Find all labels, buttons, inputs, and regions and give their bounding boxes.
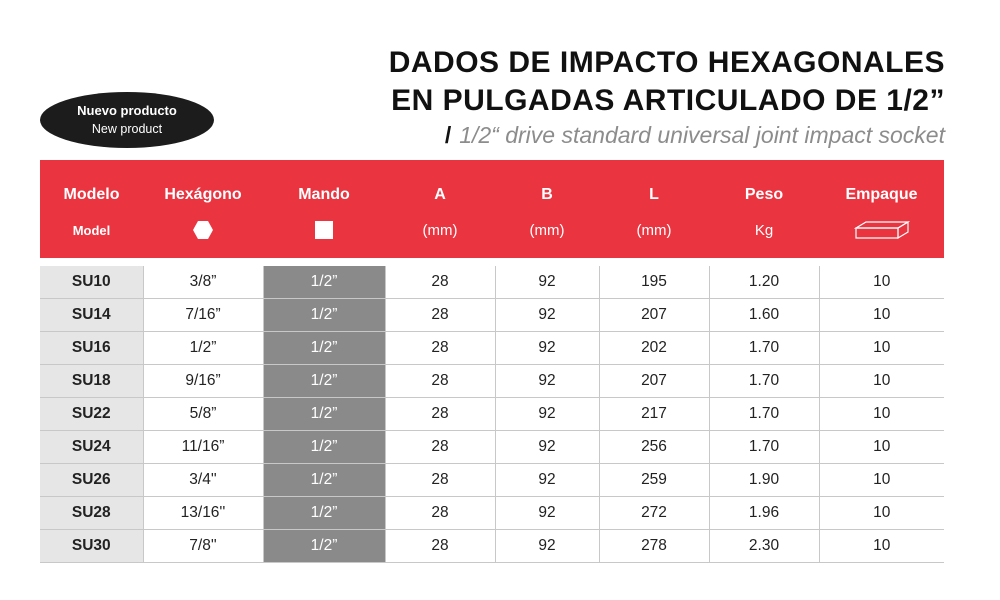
- weight-cell: 1.70: [709, 332, 819, 365]
- spec-table: [40, 160, 944, 563]
- table-row: [40, 464, 944, 497]
- badge-line-en: New product: [91, 122, 163, 136]
- model-cell: SU14: [40, 299, 143, 332]
- model-cell: SU22: [40, 398, 143, 431]
- weight-cell: 1.90: [709, 464, 819, 497]
- b-cell: 92: [495, 365, 599, 398]
- model-cell: SU24: [40, 431, 143, 464]
- drive-cell: 1/2”: [263, 299, 385, 332]
- drive-cell: 1/2”: [263, 398, 385, 431]
- l-cell: 207: [599, 299, 709, 332]
- badge-line-es: Nuevo producto: [77, 103, 177, 118]
- header-modelo: Modelo: [63, 186, 120, 203]
- b-cell: 92: [495, 398, 599, 431]
- header-peso-unit: Kg: [754, 221, 774, 239]
- a-cell: 28: [385, 464, 495, 497]
- hexagon-header-cell: [143, 206, 263, 262]
- header-model-en: Model: [72, 222, 111, 238]
- hexagon-cell: 11/16”: [143, 431, 263, 464]
- drive-cell: 1/2”: [263, 497, 385, 530]
- hexagon-icon: [192, 220, 214, 240]
- header-l: L: [649, 186, 659, 203]
- hexagon-cell: 1/2”: [143, 332, 263, 365]
- subtitle-slash: /: [444, 122, 452, 148]
- weight-cell: 1.70: [709, 431, 819, 464]
- table-row: [40, 398, 944, 431]
- hexagon-cell: 3/8”: [143, 262, 263, 299]
- drive-cell: 1/2”: [263, 332, 385, 365]
- page-title: [389, 44, 945, 120]
- model-cell: SU16: [40, 332, 143, 365]
- drive-cell: 1/2”: [263, 530, 385, 563]
- b-cell: 92: [495, 332, 599, 365]
- header-b-unit: (mm): [529, 221, 565, 239]
- l-cell: 256: [599, 431, 709, 464]
- model-cell: SU26: [40, 464, 143, 497]
- l-cell: 207: [599, 365, 709, 398]
- weight-cell: 1.60: [709, 299, 819, 332]
- pack-cell: 10: [819, 365, 944, 398]
- pack-cell: 10: [819, 299, 944, 332]
- pack-cell: 10: [819, 332, 944, 365]
- b-cell: 92: [495, 464, 599, 497]
- weight-cell: 1.20: [709, 262, 819, 299]
- table-row: [40, 332, 944, 365]
- subtitle-text: 1/2“ drive standard universal joint impact socket: [459, 122, 945, 148]
- title-line-2: EN PULGADAS ARTICULADO DE 1/2”: [391, 84, 945, 117]
- header-peso: Peso: [744, 186, 784, 203]
- weight-cell: 1.70: [709, 365, 819, 398]
- drive-cell: 1/2”: [263, 262, 385, 299]
- weight-cell: 2.30: [709, 530, 819, 563]
- drive-cell: 1/2”: [263, 365, 385, 398]
- model-cell: SU10: [40, 262, 143, 299]
- a-cell: 28: [385, 431, 495, 464]
- drive-cell: 1/2”: [263, 464, 385, 497]
- hexagon-cell: 3/4'': [143, 464, 263, 497]
- pack-cell: 10: [819, 262, 944, 299]
- b-cell: 92: [495, 530, 599, 563]
- b-cell: 92: [495, 431, 599, 464]
- a-cell: 28: [385, 332, 495, 365]
- table-row: [40, 431, 944, 464]
- header-mando: Mando: [298, 186, 350, 203]
- table-row: [40, 299, 944, 332]
- model-cell: SU28: [40, 497, 143, 530]
- hexagon-cell: 7/16”: [143, 299, 263, 332]
- hexagon-cell: 13/16'': [143, 497, 263, 530]
- header-b: B: [541, 186, 553, 203]
- a-cell: 28: [385, 530, 495, 563]
- a-cell: 28: [385, 262, 495, 299]
- pack-cell: 10: [819, 530, 944, 563]
- table-header: [40, 160, 944, 262]
- header-empaque: Empaque: [845, 186, 918, 203]
- table-row: [40, 497, 944, 530]
- pack-cell: 10: [819, 398, 944, 431]
- b-cell: 92: [495, 262, 599, 299]
- header-hexagono: Hexágono: [164, 186, 242, 203]
- header-a: A: [434, 186, 446, 203]
- header-a-unit: (mm): [422, 221, 458, 239]
- weight-cell: 1.96: [709, 497, 819, 530]
- weight-cell: 1.70: [709, 398, 819, 431]
- l-cell: 195: [599, 262, 709, 299]
- pack-cell: 10: [819, 464, 944, 497]
- model-cell: SU18: [40, 365, 143, 398]
- l-cell: 202: [599, 332, 709, 365]
- l-cell: 259: [599, 464, 709, 497]
- hexagon-cell: 5/8”: [143, 398, 263, 431]
- l-cell: 217: [599, 398, 709, 431]
- header-l-unit: (mm): [636, 221, 672, 239]
- b-cell: 92: [495, 497, 599, 530]
- a-cell: 28: [385, 299, 495, 332]
- new-product-badge: [40, 92, 214, 148]
- pack-cell: 10: [819, 431, 944, 464]
- table-row: [40, 262, 944, 299]
- drive-header-cell: [263, 206, 385, 262]
- hexagon-cell: 7/8'': [143, 530, 263, 563]
- l-cell: 272: [599, 497, 709, 530]
- a-cell: 28: [385, 365, 495, 398]
- title-line-1: DADOS DE IMPACTO HEXAGONALES: [388, 46, 945, 79]
- drive-cell: 1/2”: [263, 431, 385, 464]
- square-drive-icon: [315, 221, 333, 239]
- hexagon-cell: 9/16”: [143, 365, 263, 398]
- pack-header-cell: [819, 206, 944, 262]
- box-icon: [854, 219, 910, 241]
- a-cell: 28: [385, 497, 495, 530]
- pack-cell: 10: [819, 497, 944, 530]
- table-row: [40, 365, 944, 398]
- l-cell: 278: [599, 530, 709, 563]
- page-subtitle: [445, 122, 945, 149]
- b-cell: 92: [495, 299, 599, 332]
- model-cell: SU30: [40, 530, 143, 563]
- table-row: [40, 530, 944, 563]
- a-cell: 28: [385, 398, 495, 431]
- table-body: [40, 262, 944, 563]
